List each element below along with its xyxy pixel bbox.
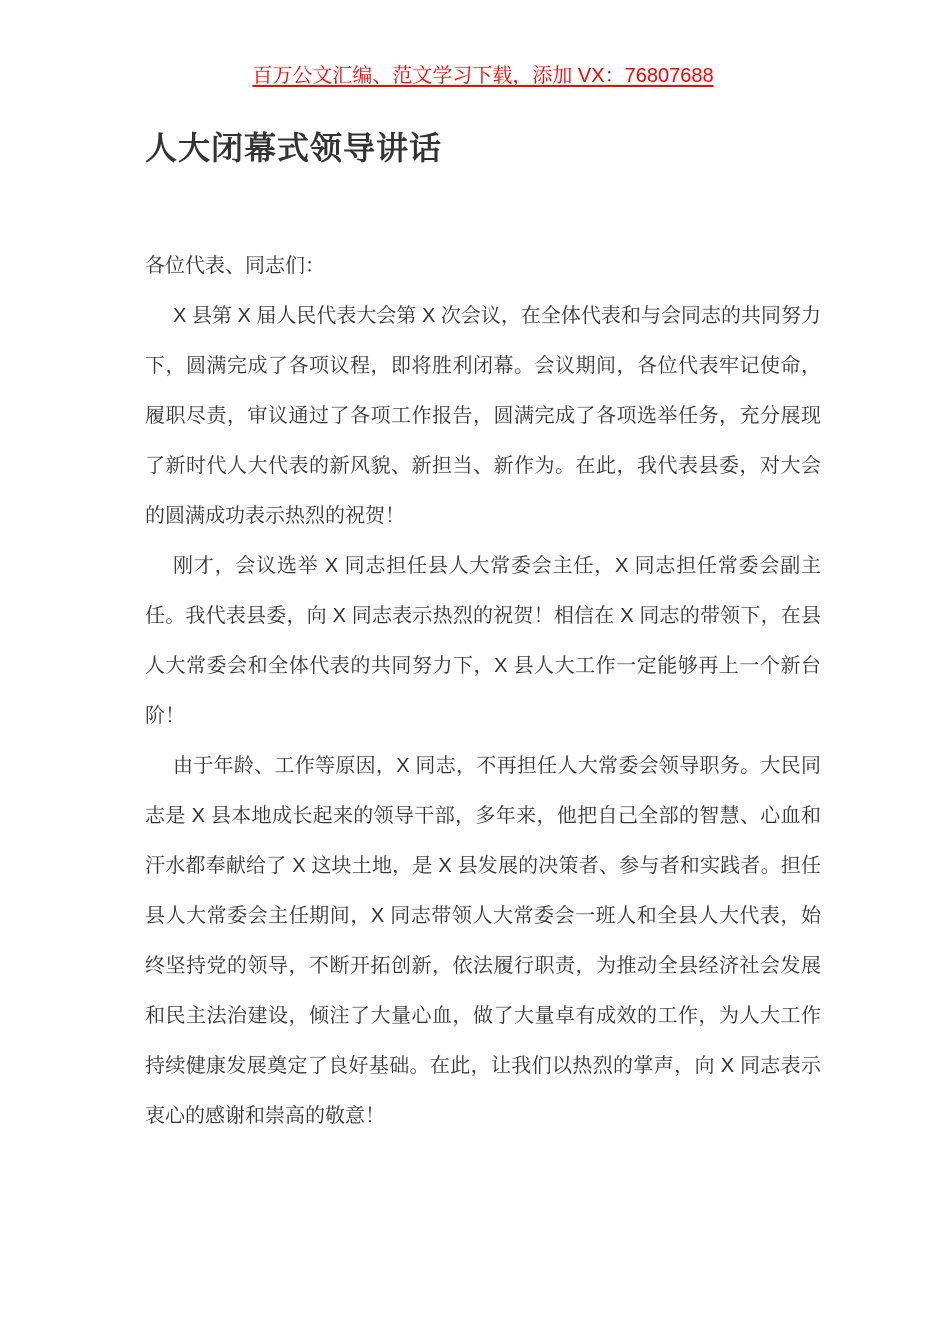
paragraph-3: 由于年龄、工作等原因，X 同志，不再担任人大常委会领导职务。大民同志是 X 县本地成长起来的领导干部，多年来，他把自己全部的智慧、心血和汗水都奉献给了 X 这块土地，是 X 县发展的决策者、参与者和实践者。担任县人大常委会主任期间，X 同志带领人大常委会一班人和全县人大代表，始终坚持党的领导，不断开拓创新，依法履行职责，为推动全县经济社会发展和民主法治建设，倾注了大量心血，做了大量卓有成效的工作，为人大工作持续健康发展奠定了良好基础。在此，让我们以热烈的掌声，向 X 同志表示衷心的感谢和崇高的敬意！ — [145, 754, 821, 1127]
paragraph-1: X 县第 X 届人民代表大会第 X 次会议，在全体代表和与会同志的共同努力下，圆满完成了各项议程，即将胜利闭幕。会议期间，各位代表牢记使命，履职尽责，审议通过了各项工作报告，圆满完成了各项选举任务，充分展现了新时代人大代表的新风貌、新担当、新作为。在此，我代表县委，对大会的圆满成功表示热烈的祝贺！ — [145, 304, 821, 527]
document-body — [145, 241, 821, 1141]
paragraph-2: 刚才，会议选举 X 同志担任县人大常委会主任，X 同志担任常委会副主任。我代表县委，向 X 同志表示热烈的祝贺！相信在 X 同志的带领下，在县人大常委会和全体代表的共同努力下，X 县人大工作一定能够再上一个新台阶！ — [145, 554, 821, 727]
salutation-line: 各位代表、同志们： — [145, 254, 325, 277]
promo-banner-text: 百万公文汇编、范文学习下载，添加 VX：76807688 — [252, 65, 714, 87]
document-title: 人大闭幕式领导讲话 — [145, 129, 443, 167]
